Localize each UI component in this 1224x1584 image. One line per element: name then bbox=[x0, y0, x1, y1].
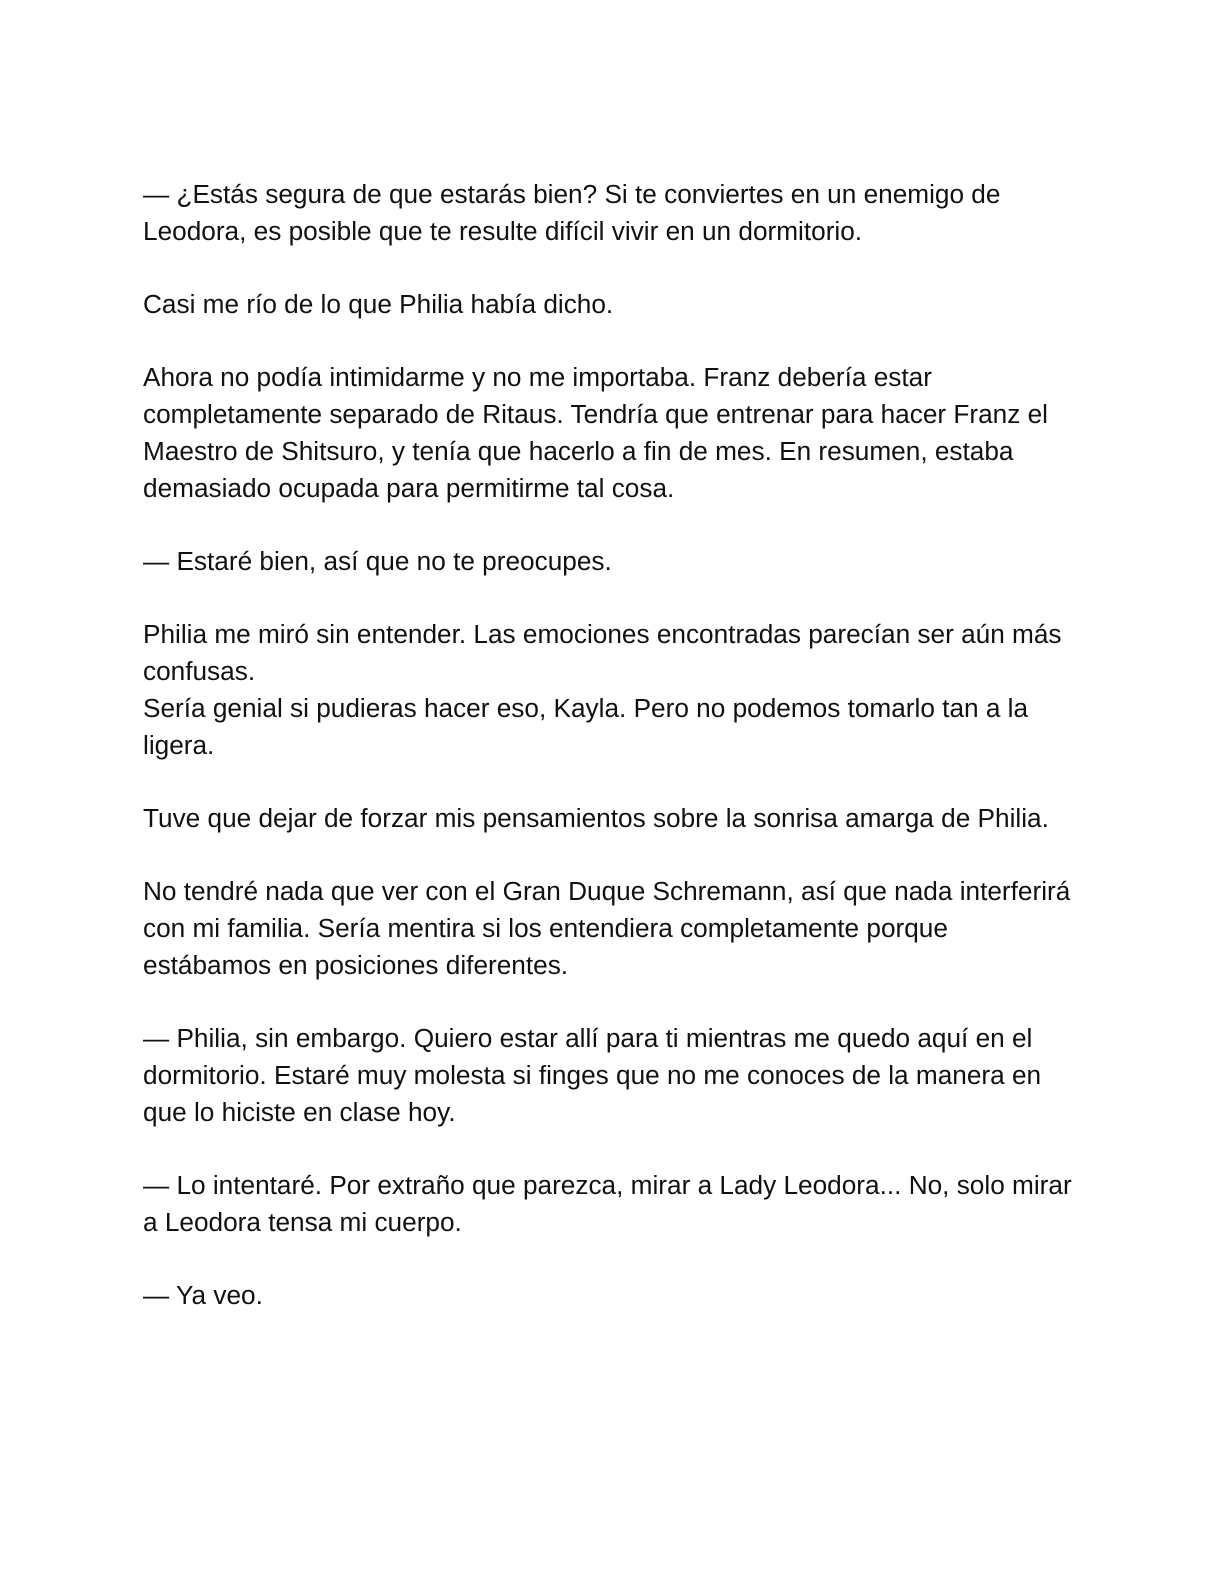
paragraph-2: Casi me río de lo que Philia había dicho. bbox=[143, 289, 614, 319]
paragraph-6: Sería genial si pudieras hacer eso, Kayla. Pero no podemos tomarlo tan a la ligera. bbox=[143, 693, 1029, 760]
paragraph-5: Philia me miró sin entender. Las emociones encontradas parecían ser aún más confusas. bbox=[143, 619, 1062, 686]
paragraph-7: Tuve que dejar de forzar mis pensamientos sobre la sonrisa amarga de Philia. bbox=[143, 803, 1049, 833]
paragraph-3: Ahora no podía intimidarme y no me importaba. Franz debería estar completamente separado de Ritaus. Tendría que entrenar para hacer Franz el Maestro de Shitsuro, y tenía que hacerlo a fin de mes. En resumen, estaba demasiado ocupada para permitirme tal cosa. bbox=[143, 362, 1048, 503]
paragraph-10: — Lo intentaré. Por extraño que parezca, mirar a Lady Leodora... No, solo mirar a Leodora tensa mi cuerpo. bbox=[143, 1170, 1072, 1237]
paragraph-9: — Philia, sin embargo. Quiero estar allí para ti mientras me quedo aquí en el dormitorio. Estaré muy molesta si finges que no me conoces de la manera en que lo hiciste en clase hoy. bbox=[143, 1023, 1042, 1127]
paragraph-1: — ¿Estás segura de que estarás bien? Si te conviertes en un enemigo de Leodora, es posible que te resulte difícil vivir en un dormitorio. bbox=[143, 179, 1001, 246]
document-page bbox=[143, 176, 1083, 1350]
paragraph-11: — Ya veo. bbox=[143, 1280, 263, 1310]
paragraph-8: No tendré nada que ver con el Gran Duque Schremann, así que nada interferirá con mi familia. Sería mentira si los entendiera completamente porque estábamos en posiciones diferentes. bbox=[143, 876, 1071, 980]
paragraph-4: — Estaré bien, así que no te preocupes. bbox=[143, 546, 612, 576]
